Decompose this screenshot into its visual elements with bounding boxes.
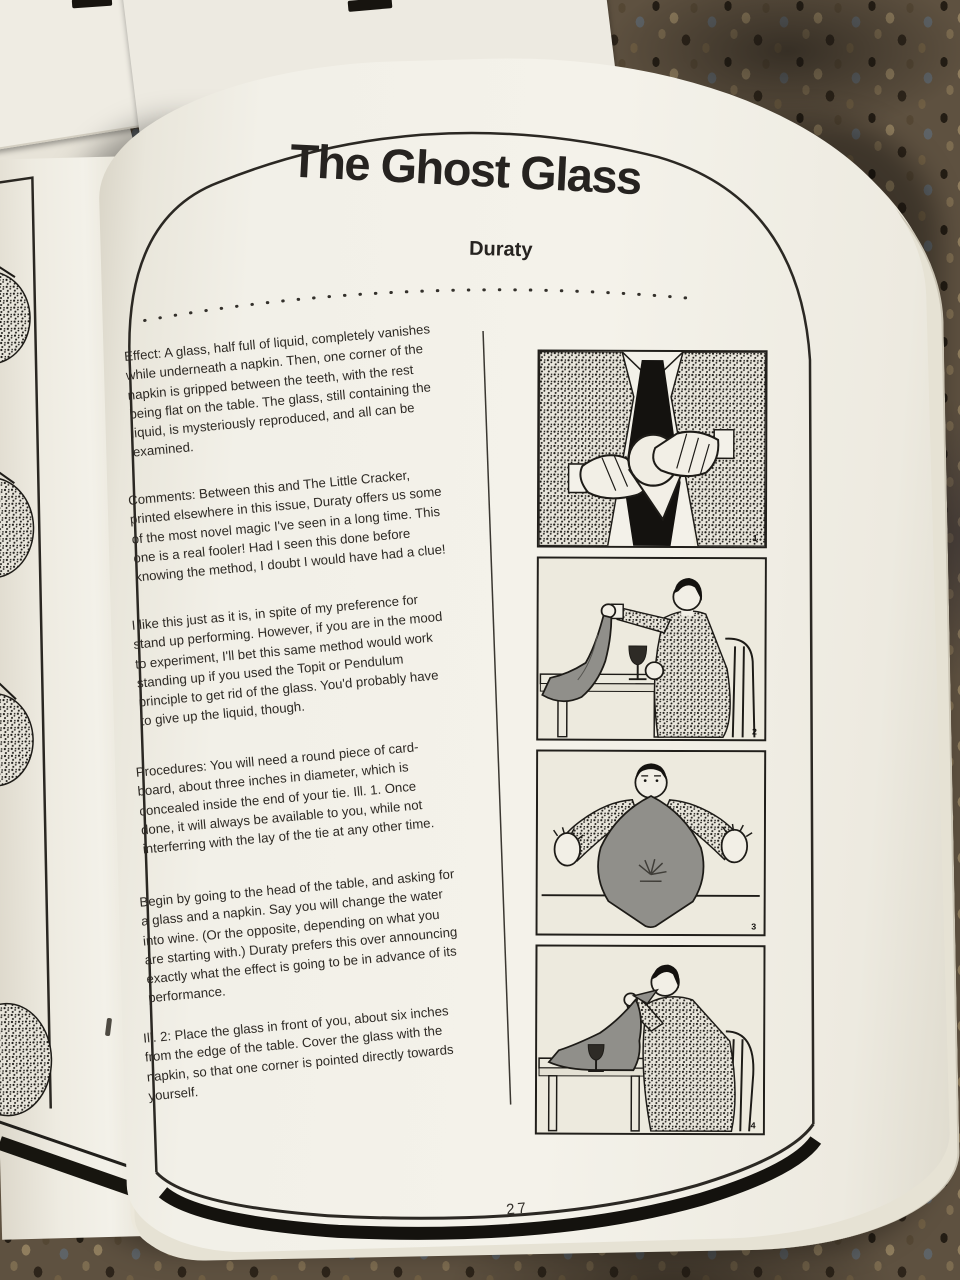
figure-1-tie-disc-reveal bbox=[537, 350, 768, 549]
paragraph-begin: Begin by going to the head of the table, and asking for a glass and a napkin. Say you will change the water into wine. (Or the opposite, depending on what you are starting with.) Duraty prefers this over announcing exactly what the effect is going to be in advance of its performance. bbox=[138, 866, 458, 1006]
magazine-page bbox=[96, 47, 953, 1256]
paragraph-procedures: Procedures: You will need a round piece of card- board, about three inches in diameter, which is concealed inside the end of your tie. Ill. 1. Once done, it will always be available to you, while not interferring with the lay of the tie at any other time. bbox=[135, 739, 435, 857]
paragraph-effect: Effect: A glass, half full of liquid, completely vanishes while underneath a napkin. Then, one corner of the napkin is gripped between the teeth, with the rest being flat on the table. The glass, still containing the liquid, is mysteriously reproduced, and all can be examined. bbox=[123, 321, 432, 461]
paragraph-ill2: Ill. 2: Place the glass in front of you, about six inches from the edge of the table. Cover the glass with the napkin, so that one corner is pointed directly towards yourself. bbox=[142, 1003, 455, 1104]
illustration-column bbox=[535, 350, 770, 1145]
article-title: The Ghost Glass bbox=[288, 133, 643, 205]
frame-bottom-black-bar bbox=[162, 1140, 818, 1241]
figure-3-napkin-in-teeth bbox=[536, 750, 767, 937]
figure-1-number: 1 bbox=[752, 532, 758, 544]
figure-2-number: 2 bbox=[751, 726, 757, 737]
figure-3-number: 3 bbox=[751, 921, 757, 932]
paragraph-opinion: I like this just as it is, in spite of my preference for stand up performing. However, if you are in the mood to experiment, I'll bet this same method would work standing up if you used the Topit or Pendulum principle to get rid of the glass. You'd probably have to give up the liquid, though. bbox=[131, 591, 443, 729]
paragraph-comments: Comments: Between this and The Little Cracker, printed elsewhere in this issue, Duraty offers us some of the most novel magic I've seen in a long time. This one is a real fooler! Had I seen this done before knowing the method, I doubt I would have had a clue! bbox=[127, 467, 447, 585]
figure-2-lifting-napkin bbox=[536, 557, 767, 742]
figure-4-number: 4 bbox=[750, 1120, 756, 1131]
article-byline: Duraty bbox=[468, 237, 533, 262]
column-divider-rule bbox=[483, 331, 511, 1105]
dotted-separator bbox=[144, 283, 698, 320]
figure-4-napkin-over-glass bbox=[535, 944, 766, 1135]
page-number: 27 bbox=[505, 1199, 530, 1219]
